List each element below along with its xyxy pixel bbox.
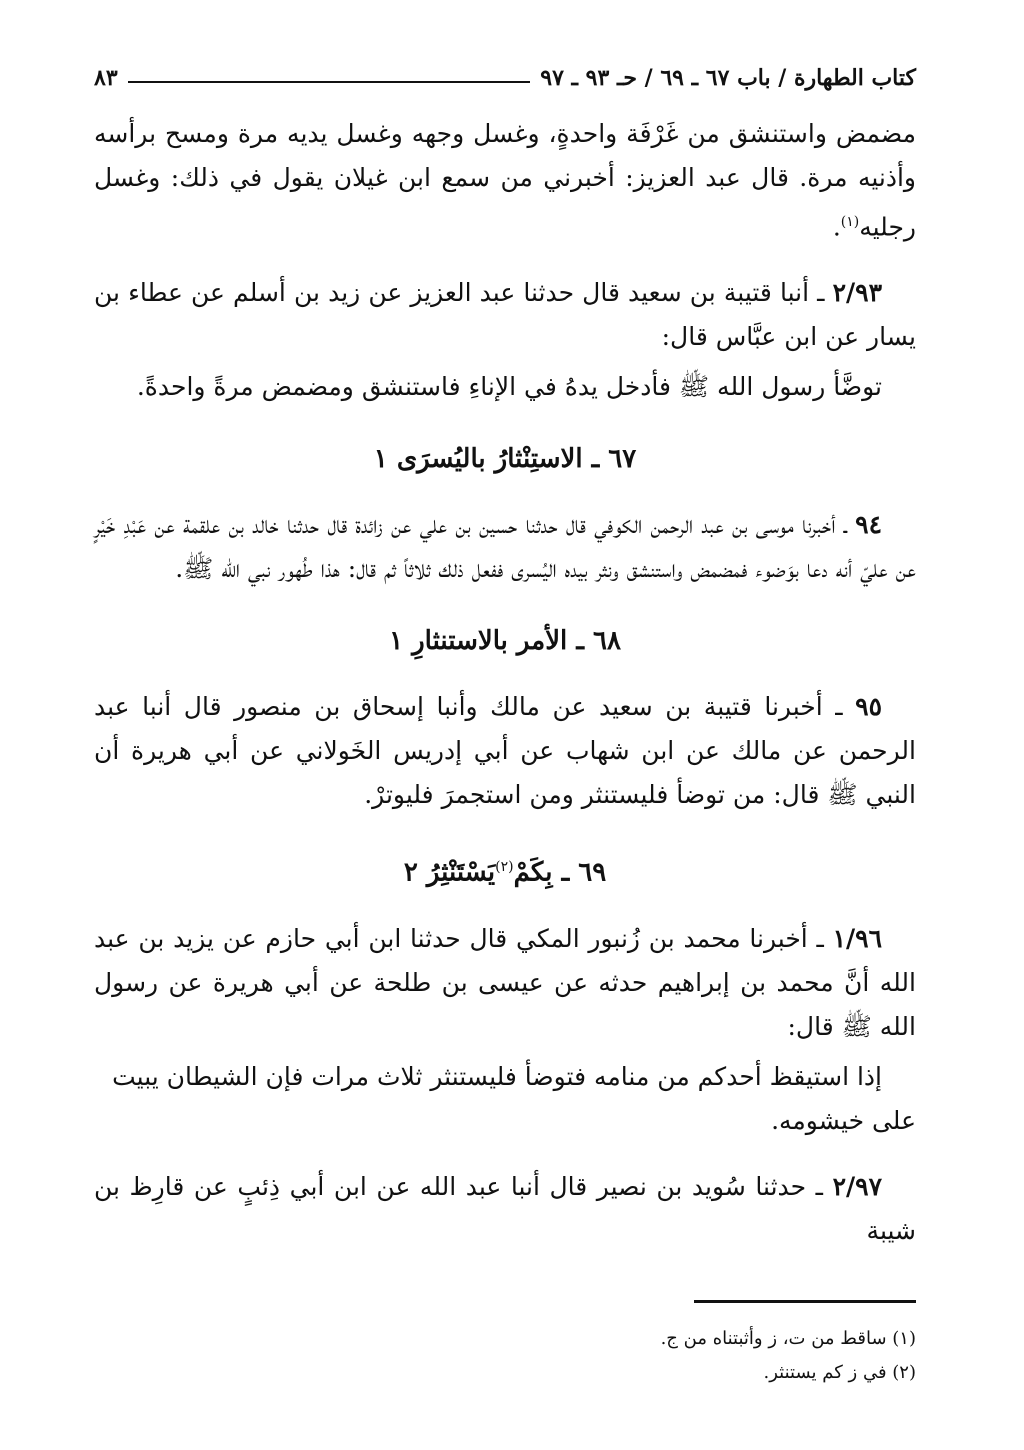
hadith-number: ٩٥ xyxy=(855,692,882,722)
hadith-text: ـ أخبرنا محمد بن زُنبور المكي قال حدثنا ابن أبي حازم عن يزيد بن عبد الله أنَّ محمد بن إبراهيم حدثه عن عيسى بن طلحة عن أبي هريرة عن رسول الله ﷺ قال: xyxy=(94,923,916,1041)
section-heading-69 xyxy=(94,847,916,893)
running-head xyxy=(94,60,916,96)
hadith-93-quote: توضَّأ رسول الله ﷺ فأدخل يدهُ في الإناءِ فاستنشق ومضمض مرةً واحدةً. xyxy=(136,372,882,402)
hadith-text: ـ حدثنا سُويد بن نصير قال أنبا عبد الله عن ابن أبي ذِئبٍ عن قارِظ بن شيبة xyxy=(94,1171,916,1245)
hadith-95 xyxy=(94,685,916,817)
hadith-text: ـ أخبرنا موسى بن عبد الرحمن الكوفي قال حدثنا حسين بن علي عن زائدة قال حدثنا خالد بن علقمة عن عَبْدِ خَيْرٍ عن عليّ أنه دعا بوَضوء فمضمض واستنشق ونثر بيده اليُسرى ففعل ذلك ثلاثاً ثم قال: هذا طُهور نبي الله ﷺ. xyxy=(94,510,916,584)
book-page xyxy=(94,60,916,1410)
hadith-93 xyxy=(94,271,916,359)
hadith-96-quote: إذا استيقظ أحدكم من منامه فتوضأ فليستنثر ثلاث مرات فإن الشيطان يبيت على خيشومه. xyxy=(112,1061,916,1135)
footnote-ref: (٢) xyxy=(495,859,514,876)
header-rule xyxy=(128,81,531,83)
paragraph-end: . xyxy=(832,212,841,242)
hadith-number: ٩٤ xyxy=(855,510,882,540)
hadith-number: ٢/٩٧ xyxy=(832,1171,882,1201)
hadith-text: ـ أنبا قتيبة بن سعيد قال حدثنا عبد العزيز عن زيد بن أسلم عن عطاء بن يسار عن ابن عبَّاس قال: xyxy=(94,278,916,352)
hadith-97 xyxy=(94,1165,916,1253)
chapter-title: كتاب الطهارة / باب ٦٧ ـ ٦٩ / حـ ٩٣ ـ ٩٧ xyxy=(540,65,916,91)
hadith-text: ـ أخبرنا قتيبة بن سعيد عن مالك وأنبا إسحاق بن منصور قال أنبا عبد الرحمن عن مالك عن ابن شهاب عن أبي إدريس الخَولاني عن أبي هريرة أن النبي ﷺ قال: من توضأ فليستنثر ومن استجمرَ فليوترْ. xyxy=(94,692,916,810)
page-number: ٨٣ xyxy=(94,65,118,91)
hadith-number: ٢/٩٣ xyxy=(832,278,882,308)
hadith-96 xyxy=(94,917,916,1049)
paragraph-continuation xyxy=(94,112,916,249)
heading-part-a: ٦٩ ـ بِكَمْ xyxy=(513,857,607,888)
footnote-rule xyxy=(694,1300,916,1303)
section-heading-67: ٦٧ ـ الاستِنْثارُ باليُسرَى ١ xyxy=(373,444,637,475)
paragraph-text: مضمض واستنشق من غَرْفَة واحدةٍ، وغسل وجهه وغسل يديه مرة ومسح برأسه وأذنيه مرة. قال عبد العزيز: أخبرني من سمع ابن غيلان يقول في ذلك: وغسل رجليه xyxy=(94,119,916,242)
footnote-1: (١) ساقط من ت، ز وأثبتناه من ج. xyxy=(660,1328,916,1349)
footnotes xyxy=(94,1322,916,1390)
section-heading-68: ٦٨ ـ الأمر بالاستنثارِ ١ xyxy=(389,626,621,657)
hadith-94 xyxy=(94,503,916,591)
heading-part-b: يَسْتَنْثِرُ ٢ xyxy=(403,857,496,888)
footnote-ref: (١) xyxy=(840,214,860,230)
footnote-2: (٢) في ز كم يستنثر. xyxy=(763,1362,916,1383)
hadith-number: ١/٩٦ xyxy=(832,923,882,953)
